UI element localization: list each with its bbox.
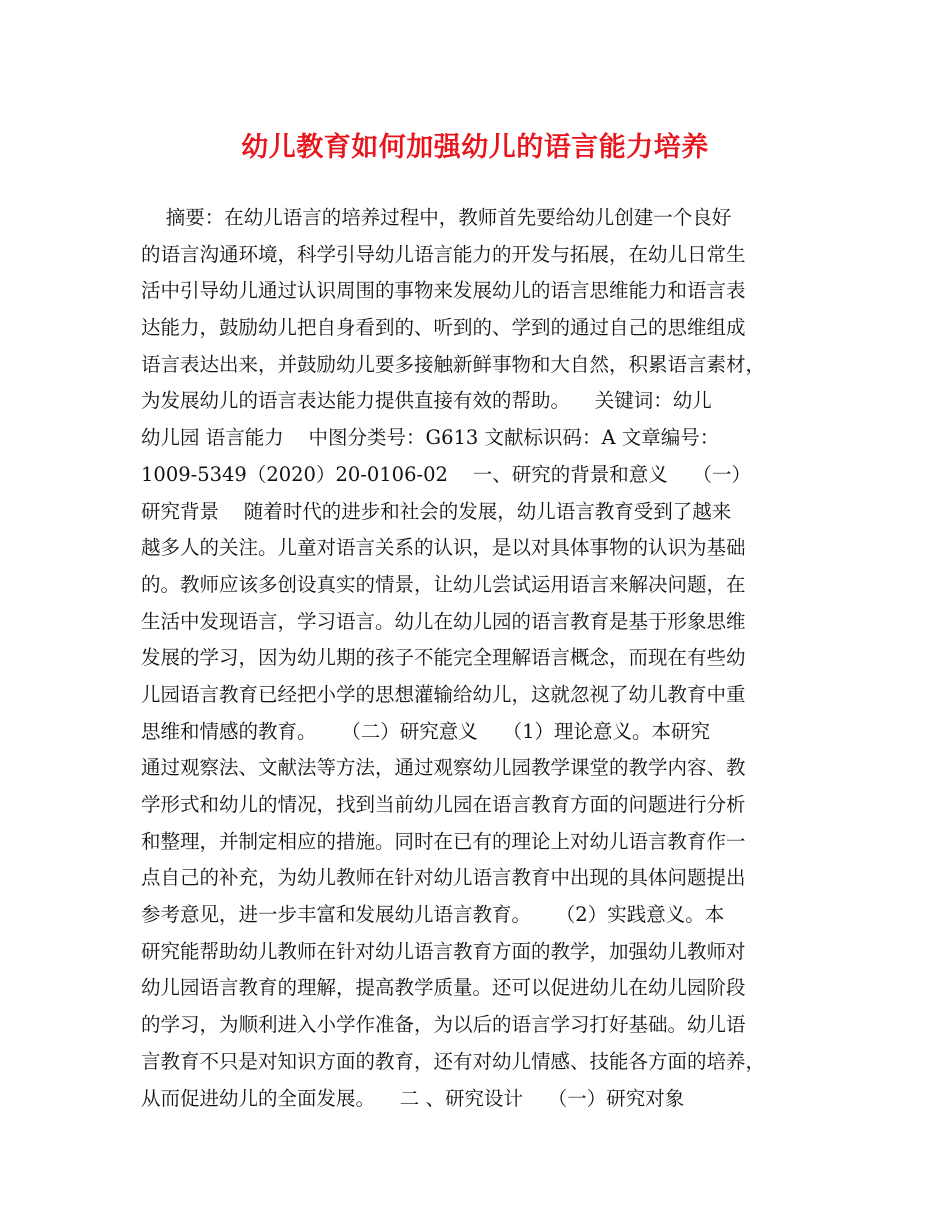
body-line: 研究能帮助幼儿教师在针对幼儿语言教育方面的教学，加强幼儿教师对 bbox=[141, 939, 746, 963]
document-body bbox=[141, 200, 821, 1117]
body-line: 的学习，为顺利进入小学作准备，为以后的语言学习打好基础。幼儿语 bbox=[141, 1013, 746, 1037]
body-line: 通过观察法、文献法等方法，通过观察幼儿园教学课堂的教学内容、教 bbox=[141, 756, 746, 780]
body-line: 发展的学习，因为幼儿期的孩子不能完全理解语言概念，而现在有些幼 bbox=[141, 646, 746, 670]
body-line: 的语言沟通环境，科学引导幼儿语言能力的开发与拓展，在幼儿日常生 bbox=[141, 242, 746, 266]
body-line: 儿园语言教育已经把小学的思想灌输给幼儿，这就忽视了幼儿教育中重 bbox=[141, 682, 746, 706]
body-line: 越多人的关注。儿童对语言关系的认识，是以对具体事物的认识为基础 bbox=[141, 536, 746, 560]
body-line: 摘要：在幼儿语言的培养过程中，教师首先要给幼儿创建一个良好 bbox=[141, 206, 732, 229]
body-line: 活中引导幼儿通过认识周围的事物来发展幼儿的语言思维能力和语言表 bbox=[141, 279, 746, 303]
document-title: 幼儿教育如何加强幼儿的语言能力培养 bbox=[241, 132, 709, 163]
body-line: 学形式和幼儿的情况，找到当前幼儿园在语言教育方面的问题进行分析 bbox=[141, 793, 746, 816]
body-line: 为发展幼儿的语言表达能力提供直接有效的帮助。 关键词：幼儿 bbox=[141, 389, 712, 413]
body-line: 生活中发现语言，学习语言。幼儿在幼儿园的语言教育是基于形象思维 bbox=[141, 609, 746, 633]
body-line: 参考意见，进一步丰富和发展幼儿语言教育。 （2）实践意义。本 bbox=[141, 903, 725, 927]
body-line: 点自己的补充，为幼儿教师在针对幼儿语言教育中出现的具体问题提出 bbox=[141, 866, 746, 890]
body-line: 幼儿园 语言能力 中图分类号：G613 文献标识码：A 文章编号： bbox=[141, 426, 720, 450]
body-line: 1009-5349（2020）20-0106-02 一、研究的背景和意义 （一） bbox=[141, 462, 751, 486]
body-line: 达能力，鼓励幼儿把自身看到的、听到的、学到的通过自己的思维组成 bbox=[141, 316, 746, 340]
body-line: 思维和情感的教育。 （二）研究意义 （1）理论意义。本研究 bbox=[141, 719, 710, 743]
body-line: 和整理，并制定相应的措施。同时在已有的理论上对幼儿语言教育作一 bbox=[141, 829, 746, 853]
body-line: 言教育不只是对知识方面的教育，还有对幼儿情感、技能各方面的培养， bbox=[141, 1049, 766, 1073]
body-line: 语言表达出来，并鼓励幼儿要多接触新鲜事物和大自然，积累语言素材， bbox=[141, 352, 766, 376]
body-line: 从而促进幼儿的全面发展。 二 、研究设计 （一）研究对象 bbox=[141, 1086, 685, 1110]
body-line: 研究背景 随着时代的进步和社会的发展，幼儿语言教育受到了越来 bbox=[141, 499, 732, 523]
body-line: 幼儿园语言教育的理解，提高教学质量。还可以促进幼儿在幼儿园阶段 bbox=[141, 976, 746, 1000]
body-line: 的。教师应该多创设真实的情景，让幼儿尝试运用语言来解决问题，在 bbox=[141, 572, 746, 596]
